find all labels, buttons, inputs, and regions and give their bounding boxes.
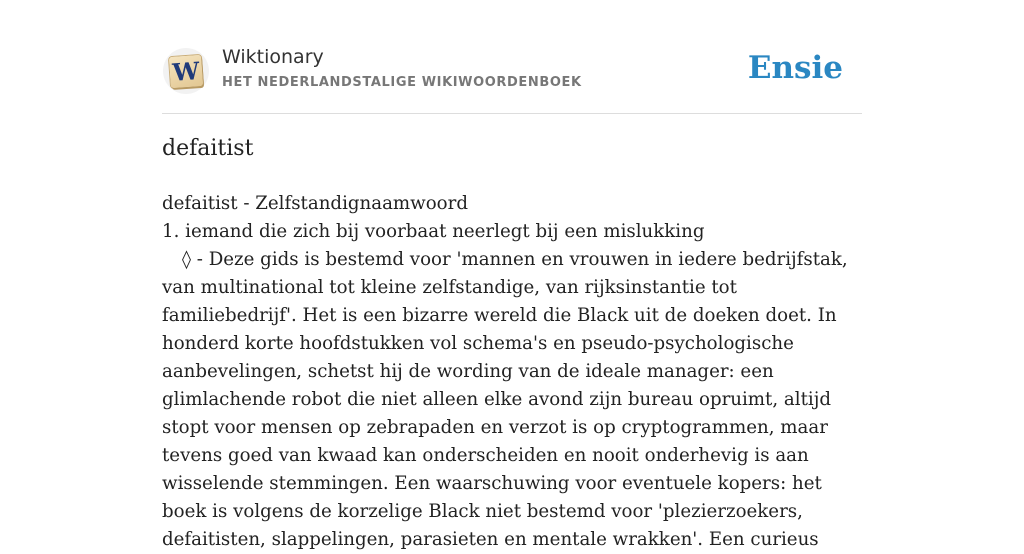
site-header: [162, 0, 862, 114]
example-quote: [162, 246, 862, 554]
example-text: Deze gids is bestemd voor 'mannen en vrouwen in iedere bedrijfstak, van multinational tot kleine zelfstandige, van rijksinstantie tot familiebedrijf'. Het is een bizarre wereld die Black uit de doeken doet. In honderd korte hoofdstukken vol schema's en pseudo-psychologische aanbevelingen, schetst hij de wording van de ideale manager: een glimlachende robot die niet alleen elke avond zijn bureau opruimt, altijd stopt voor mensen op zebrapaden en verzot is op cryptogrammen, maar tevens goed van kwaad kan onderscheiden en nooit onderhevig is aan wisselende stemmingen. Een waarschuwing voor eventuele kopers: het boek is volgens de korzelige Black niet bestemd voor 'plezierzoekers, defaitisten, slappelingen, parasieten en mentale wrakken'. Een curieus: [162, 249, 848, 550]
entry-content: [162, 190, 862, 554]
entry-heading: defaitist - Zelfstandignaamwoord: [162, 193, 468, 214]
logo-tile: [169, 55, 203, 88]
ensie-brand-link[interactable]: Ensie: [747, 50, 843, 86]
site-tagline: HET NEDERLANDSTALIGE WIKIWOORDENBOEK: [222, 75, 582, 90]
site-name[interactable]: Wiktionary: [222, 46, 324, 68]
wiktionary-logo-icon[interactable]: [163, 48, 209, 94]
page: [162, 0, 862, 550]
example-marker: ◊ -: [182, 249, 209, 270]
definition: 1. iemand die zich bij voorbaat neerlegt bij een mislukking: [162, 221, 705, 242]
logo-letter: W: [171, 56, 201, 87]
page-title: defaitist: [162, 136, 254, 161]
